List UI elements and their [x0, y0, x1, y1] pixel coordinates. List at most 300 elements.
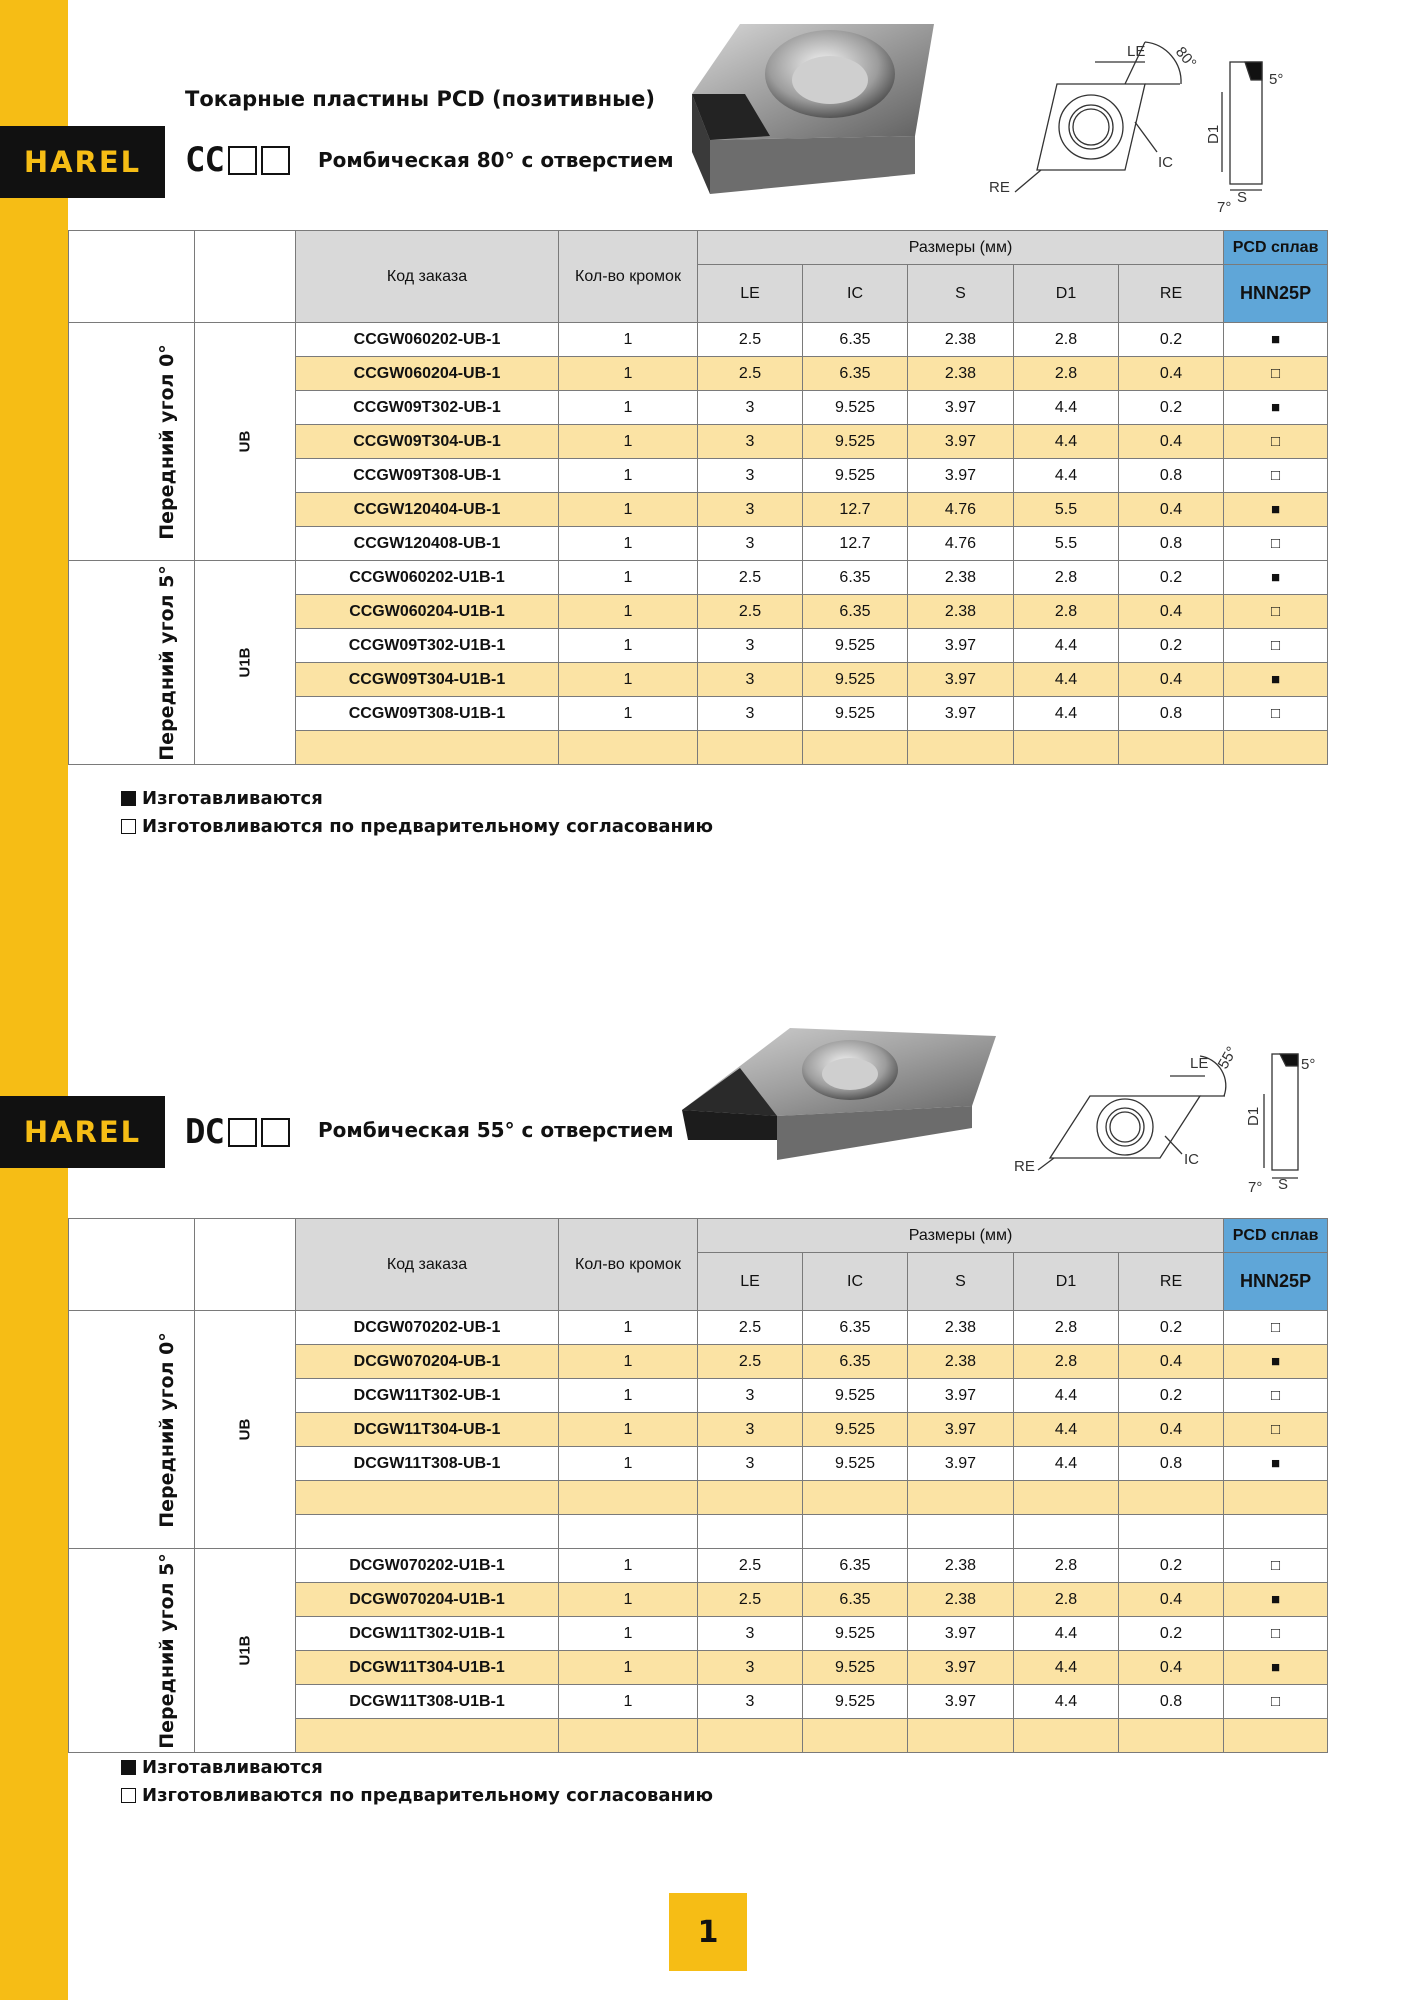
cell-s: 3.97: [908, 1685, 1014, 1719]
svg-text:55°: 55°: [1214, 1043, 1241, 1072]
cell-ic: 9.525: [803, 1379, 908, 1413]
rake-angle-text: Передний угол 5°: [155, 1552, 178, 1749]
cell-d1: 2.8: [1014, 323, 1119, 357]
cell-ic: 6.35: [803, 357, 908, 391]
table-row: [69, 1311, 1328, 1345]
svg-text:D1: D1: [1205, 124, 1222, 144]
svg-text:LE: LE: [1127, 43, 1146, 60]
cell-mark: □: [1224, 1549, 1328, 1583]
cc-dimension-drawing: [985, 22, 1305, 216]
chipbreaker-group-label: [195, 1549, 296, 1753]
cell-code: CCGW060202-UB-1: [296, 323, 559, 357]
cell-d1: 4.4: [1014, 391, 1119, 425]
cell-re: 0.8: [1119, 697, 1224, 731]
code-placeholder-box: [261, 146, 290, 175]
cell-edges: 1: [559, 425, 698, 459]
cell-le: 3: [698, 663, 803, 697]
chipbreaker-text: U1B: [236, 1634, 254, 1666]
cell-mark: □: [1224, 527, 1328, 561]
cell-d1: 4.4: [1014, 1685, 1119, 1719]
cell-re: 0.8: [1119, 459, 1224, 493]
cell-d1: 4.4: [1014, 459, 1119, 493]
cell-ic: 9.525: [803, 459, 908, 493]
cell-mark: □: [1224, 1685, 1328, 1719]
cell-d1: 2.8: [1014, 1549, 1119, 1583]
cell-le: 3: [698, 459, 803, 493]
cell-re: 0.2: [1119, 561, 1224, 595]
cell-s: [908, 731, 1014, 765]
yellow-side-strip: [0, 0, 68, 2000]
svg-text:80°: 80°: [1171, 43, 1200, 72]
table-row: [69, 323, 1328, 357]
cell-le: 3: [698, 1651, 803, 1685]
cell-le: 3: [698, 527, 803, 561]
cell-code: DCGW070202-UB-1: [296, 1311, 559, 1345]
cell-ic: 12.7: [803, 493, 908, 527]
cell-edges: 1: [559, 1583, 698, 1617]
cell-edges: 1: [559, 1617, 698, 1651]
chipbreaker-text: UB: [236, 1418, 254, 1440]
cell-code: CCGW09T302-UB-1: [296, 391, 559, 425]
cell-code: [296, 1515, 559, 1549]
cell-s: 2.38: [908, 1583, 1014, 1617]
rake-angle-group-label: [69, 1549, 195, 1753]
table-row: [69, 561, 1328, 595]
cell-le: 3: [698, 1447, 803, 1481]
legend-on-request: Изготовливаются по предварительному согласованию: [142, 1784, 714, 1806]
cell-re: [1119, 1481, 1224, 1515]
cell-le: 3: [698, 1617, 803, 1651]
cell-mark: □: [1224, 629, 1328, 663]
cell-re: 0.2: [1119, 1379, 1224, 1413]
insert-code-cc: [185, 140, 290, 180]
cell-le: 2.5: [698, 1311, 803, 1345]
cell-edges: 1: [559, 527, 698, 561]
cell-code: [296, 1481, 559, 1515]
cell-mark: [1224, 731, 1328, 765]
dc-spec-table: [68, 1218, 1328, 1753]
cell-d1: 4.4: [1014, 1379, 1119, 1413]
brand-logo: [0, 1096, 165, 1168]
rake-angle-group-label: [69, 561, 195, 765]
cell-ic: 9.525: [803, 1447, 908, 1481]
cell-re: 0.2: [1119, 323, 1224, 357]
code-placeholder-box: [228, 146, 257, 175]
cell-d1: 2.8: [1014, 357, 1119, 391]
cell-le: 3: [698, 1413, 803, 1447]
cell-d1: [1014, 1515, 1119, 1549]
cell-re: 0.2: [1119, 1549, 1224, 1583]
filled-square-icon: [121, 791, 136, 806]
cell-code: CCGW09T308-UB-1: [296, 459, 559, 493]
cell-ic: 9.525: [803, 629, 908, 663]
insert-shape-title: Ромбическая 80° с отверстием: [318, 148, 674, 172]
code-placeholder-box: [261, 1118, 290, 1147]
cell-mark: □: [1224, 1311, 1328, 1345]
cell-mark: ■: [1224, 561, 1328, 595]
rake-angle-text: Передний угол 0°: [155, 1331, 178, 1528]
cell-le: [698, 1719, 803, 1753]
cell-edges: 1: [559, 1651, 698, 1685]
cell-mark: □: [1224, 697, 1328, 731]
cell-edges: [559, 1719, 698, 1753]
cell-re: 0.4: [1119, 663, 1224, 697]
cell-s: 3.97: [908, 697, 1014, 731]
cell-mark: ■: [1224, 1651, 1328, 1685]
cell-ic: 6.35: [803, 595, 908, 629]
cell-edges: 1: [559, 323, 698, 357]
cell-s: 2.38: [908, 323, 1014, 357]
cell-edges: 1: [559, 1549, 698, 1583]
cell-code: DCGW11T302-UB-1: [296, 1379, 559, 1413]
cell-s: 4.76: [908, 493, 1014, 527]
cell-re: 0.4: [1119, 493, 1224, 527]
cell-edges: 1: [559, 1413, 698, 1447]
cell-edges: 1: [559, 459, 698, 493]
cell-mark: □: [1224, 357, 1328, 391]
cell-code: [296, 1719, 559, 1753]
rake-angle-group-label: [69, 1311, 195, 1549]
cell-re: 0.4: [1119, 357, 1224, 391]
cell-mark: □: [1224, 459, 1328, 493]
cell-s: 3.97: [908, 425, 1014, 459]
header-ic: IC: [803, 265, 908, 323]
cell-s: 3.97: [908, 1617, 1014, 1651]
cell-mark: □: [1224, 1379, 1328, 1413]
cell-le: [698, 1515, 803, 1549]
cell-s: 3.97: [908, 459, 1014, 493]
header-alloy: HNN25P: [1224, 1253, 1328, 1311]
cell-re: 0.8: [1119, 1685, 1224, 1719]
svg-text:S: S: [1237, 189, 1248, 206]
cell-s: 3.97: [908, 1651, 1014, 1685]
cell-le: 2.5: [698, 357, 803, 391]
cc-spec-table: [68, 230, 1328, 765]
cell-re: [1119, 1719, 1224, 1753]
cell-mark: □: [1224, 595, 1328, 629]
cell-d1: 4.4: [1014, 1413, 1119, 1447]
header-d1: D1: [1014, 265, 1119, 323]
cell-re: 0.8: [1119, 1447, 1224, 1481]
cell-mark: [1224, 1719, 1328, 1753]
header-d1: D1: [1014, 1253, 1119, 1311]
legend-manufactured: Изготавливаются: [142, 1756, 323, 1778]
cell-code: CCGW09T302-U1B-1: [296, 629, 559, 663]
legend-item: [121, 784, 713, 812]
cc-insert-photo: [690, 24, 940, 194]
header-ic: IC: [803, 1253, 908, 1311]
cell-re: 0.2: [1119, 391, 1224, 425]
cell-mark: ■: [1224, 391, 1328, 425]
cell-code: DCGW11T302-U1B-1: [296, 1617, 559, 1651]
insert-code-letters: CC: [185, 140, 224, 180]
cell-ic: [803, 731, 908, 765]
cell-ic: 9.525: [803, 391, 908, 425]
header-edges: Кол-во кромок: [559, 231, 698, 323]
cell-ic: 6.35: [803, 1549, 908, 1583]
header-order-code: Код заказа: [296, 231, 559, 323]
header-pcd: PCD сплав: [1224, 1219, 1328, 1253]
cell-d1: 4.4: [1014, 1617, 1119, 1651]
cell-code: DCGW070202-U1B-1: [296, 1549, 559, 1583]
cell-re: 0.2: [1119, 629, 1224, 663]
cell-le: 3: [698, 697, 803, 731]
svg-text:7°: 7°: [1217, 199, 1232, 216]
cell-s: [908, 1515, 1014, 1549]
cell-s: 4.76: [908, 527, 1014, 561]
cell-re: 0.2: [1119, 1311, 1224, 1345]
cell-mark: □: [1224, 1617, 1328, 1651]
cell-code: CCGW060202-U1B-1: [296, 561, 559, 595]
svg-text:RE: RE: [989, 179, 1010, 196]
cell-edges: [559, 1481, 698, 1515]
filled-square-icon: [121, 1760, 136, 1775]
legend-item: [121, 1781, 713, 1809]
legend-item: [121, 1753, 713, 1781]
header-s: S: [908, 265, 1014, 323]
header-edges: Кол-во кромок: [559, 1219, 698, 1311]
legend-on-request: Изготовливаются по предварительному согласованию: [142, 815, 714, 837]
cell-re: [1119, 731, 1224, 765]
cell-d1: 4.4: [1014, 425, 1119, 459]
cell-re: 0.4: [1119, 595, 1224, 629]
cell-ic: [803, 1719, 908, 1753]
cell-re: 0.4: [1119, 1583, 1224, 1617]
cell-edges: 1: [559, 1345, 698, 1379]
cell-le: 2.5: [698, 1583, 803, 1617]
chipbreaker-group-label: [195, 323, 296, 561]
svg-text:5°: 5°: [1301, 1056, 1316, 1073]
legend: [121, 784, 713, 840]
header-alloy: HNN25P: [1224, 265, 1328, 323]
cell-edges: [559, 731, 698, 765]
svg-text:IC: IC: [1184, 1151, 1199, 1168]
chipbreaker-text: UB: [236, 430, 254, 452]
cell-edges: 1: [559, 561, 698, 595]
cell-s: 3.97: [908, 1379, 1014, 1413]
cell-ic: 6.35: [803, 1345, 908, 1379]
cell-code: CCGW060204-UB-1: [296, 357, 559, 391]
cell-mark: ■: [1224, 663, 1328, 697]
cell-d1: 4.4: [1014, 663, 1119, 697]
cell-le: 3: [698, 1379, 803, 1413]
cell-d1: 4.4: [1014, 629, 1119, 663]
cell-le: [698, 731, 803, 765]
cell-code: [296, 731, 559, 765]
cell-ic: [803, 1481, 908, 1515]
cell-edges: 1: [559, 1685, 698, 1719]
svg-text:D1: D1: [1245, 1106, 1262, 1126]
cell-code: CCGW120408-UB-1: [296, 527, 559, 561]
cell-ic: 9.525: [803, 1651, 908, 1685]
cell-edges: 1: [559, 391, 698, 425]
header-blank: [69, 1219, 195, 1311]
cell-s: 3.97: [908, 1447, 1014, 1481]
cell-le: [698, 1481, 803, 1515]
header-le: LE: [698, 1253, 803, 1311]
cell-edges: 1: [559, 1447, 698, 1481]
svg-text:5°: 5°: [1269, 71, 1284, 88]
rake-angle-group-label: [69, 323, 195, 561]
cell-s: [908, 1719, 1014, 1753]
svg-text:LE: LE: [1190, 1055, 1209, 1072]
cell-d1: 2.8: [1014, 1311, 1119, 1345]
cell-s: 2.38: [908, 561, 1014, 595]
empty-square-icon: [121, 819, 136, 834]
cell-d1: 2.8: [1014, 1345, 1119, 1379]
cell-s: 2.38: [908, 595, 1014, 629]
cell-edges: 1: [559, 697, 698, 731]
cell-le: 3: [698, 493, 803, 527]
cell-d1: [1014, 731, 1119, 765]
cell-code: CCGW09T304-U1B-1: [296, 663, 559, 697]
cell-edges: [559, 1515, 698, 1549]
cell-ic: [803, 1515, 908, 1549]
cell-ic: 9.525: [803, 663, 908, 697]
cell-code: DCGW11T304-U1B-1: [296, 1651, 559, 1685]
cell-s: 3.97: [908, 629, 1014, 663]
header-le: LE: [698, 265, 803, 323]
cell-mark: □: [1224, 1413, 1328, 1447]
table-row: [69, 1549, 1328, 1583]
header-re: RE: [1119, 1253, 1224, 1311]
empty-square-icon: [121, 1788, 136, 1803]
svg-text:RE: RE: [1014, 1158, 1035, 1175]
cell-code: CCGW09T304-UB-1: [296, 425, 559, 459]
svg-text:S: S: [1278, 1176, 1289, 1193]
chipbreaker-text: U1B: [236, 646, 254, 678]
cell-edges: 1: [559, 629, 698, 663]
cell-code: DCGW11T308-U1B-1: [296, 1685, 559, 1719]
cell-code: DCGW11T308-UB-1: [296, 1447, 559, 1481]
cell-d1: [1014, 1481, 1119, 1515]
cell-mark: [1224, 1481, 1328, 1515]
cell-le: 3: [698, 391, 803, 425]
cell-d1: 2.8: [1014, 1583, 1119, 1617]
header-s: S: [908, 1253, 1014, 1311]
cell-code: DCGW11T304-UB-1: [296, 1413, 559, 1447]
header-re: RE: [1119, 265, 1224, 323]
cell-ic: 9.525: [803, 1685, 908, 1719]
cell-ic: 9.525: [803, 425, 908, 459]
cell-mark: ■: [1224, 1447, 1328, 1481]
cell-d1: 2.8: [1014, 561, 1119, 595]
header-dimensions: Размеры (мм): [698, 1219, 1224, 1253]
legend-item: [121, 812, 713, 840]
cell-le: 3: [698, 629, 803, 663]
cell-ic: 6.35: [803, 1583, 908, 1617]
rake-angle-text: Передний угол 5°: [155, 564, 178, 761]
cell-s: 3.97: [908, 391, 1014, 425]
cell-re: 0.4: [1119, 1651, 1224, 1685]
cell-mark: ■: [1224, 493, 1328, 527]
page-title: Токарные пластины PCD (позитивные): [185, 87, 655, 111]
cell-ic: 6.35: [803, 323, 908, 357]
cell-code: CCGW120404-UB-1: [296, 493, 559, 527]
insert-shape-title: Ромбическая 55° с отверстием: [318, 1118, 674, 1142]
cell-mark: □: [1224, 425, 1328, 459]
cell-edges: 1: [559, 595, 698, 629]
cell-s: 3.97: [908, 1413, 1014, 1447]
cell-ic: 9.525: [803, 697, 908, 731]
cell-edges: 1: [559, 663, 698, 697]
cell-ic: 6.35: [803, 561, 908, 595]
insert-code-letters: DC: [185, 1112, 224, 1152]
dc-insert-photo: [680, 1028, 1000, 1160]
cell-ic: 12.7: [803, 527, 908, 561]
cell-re: 0.4: [1119, 425, 1224, 459]
cell-s: 2.38: [908, 1345, 1014, 1379]
dc-dimension-drawing: [1010, 1036, 1316, 1196]
cell-le: 2.5: [698, 323, 803, 357]
cell-edges: 1: [559, 1379, 698, 1413]
cell-d1: [1014, 1719, 1119, 1753]
legend: [121, 1753, 713, 1809]
cell-d1: 5.5: [1014, 493, 1119, 527]
cell-le: 3: [698, 425, 803, 459]
header-order-code: Код заказа: [296, 1219, 559, 1311]
code-placeholder-box: [228, 1118, 257, 1147]
cell-d1: 2.8: [1014, 595, 1119, 629]
cell-code: CCGW09T308-U1B-1: [296, 697, 559, 731]
chipbreaker-group-label: [195, 561, 296, 765]
cell-le: 2.5: [698, 595, 803, 629]
cell-edges: 1: [559, 357, 698, 391]
insert-code-dc: [185, 1112, 290, 1152]
cell-ic: 9.525: [803, 1413, 908, 1447]
cell-code: DCGW070204-U1B-1: [296, 1583, 559, 1617]
cell-re: 0.4: [1119, 1345, 1224, 1379]
cell-code: DCGW070204-UB-1: [296, 1345, 559, 1379]
rake-angle-text: Передний угол 0°: [155, 343, 178, 540]
cell-d1: 5.5: [1014, 527, 1119, 561]
page-number: 1: [669, 1893, 747, 1971]
cell-re: [1119, 1515, 1224, 1549]
header-blank: [195, 1219, 296, 1311]
cell-mark: ■: [1224, 1345, 1328, 1379]
cell-d1: 4.4: [1014, 1651, 1119, 1685]
cell-s: 2.38: [908, 357, 1014, 391]
cell-le: 2.5: [698, 561, 803, 595]
cell-re: 0.8: [1119, 527, 1224, 561]
header-pcd: PCD сплав: [1224, 231, 1328, 265]
brand-name: HAREL: [23, 145, 142, 179]
cell-le: 2.5: [698, 1549, 803, 1583]
cell-code: CCGW060204-U1B-1: [296, 595, 559, 629]
cell-ic: 9.525: [803, 1617, 908, 1651]
cell-re: 0.4: [1119, 1413, 1224, 1447]
header-blank: [195, 231, 296, 323]
header-blank: [69, 231, 195, 323]
cell-mark: [1224, 1515, 1328, 1549]
cell-s: 2.38: [908, 1549, 1014, 1583]
header-dimensions: Размеры (мм): [698, 231, 1224, 265]
cell-d1: 4.4: [1014, 697, 1119, 731]
cell-mark: ■: [1224, 323, 1328, 357]
cell-re: 0.2: [1119, 1617, 1224, 1651]
svg-text:IC: IC: [1158, 154, 1173, 171]
cell-edges: 1: [559, 493, 698, 527]
cell-mark: ■: [1224, 1583, 1328, 1617]
cell-s: [908, 1481, 1014, 1515]
brand-logo: [0, 126, 165, 198]
cell-edges: 1: [559, 1311, 698, 1345]
cell-le: 3: [698, 1685, 803, 1719]
cell-s: 2.38: [908, 1311, 1014, 1345]
cell-d1: 4.4: [1014, 1447, 1119, 1481]
brand-name: HAREL: [23, 1115, 142, 1149]
chipbreaker-group-label: [195, 1311, 296, 1549]
